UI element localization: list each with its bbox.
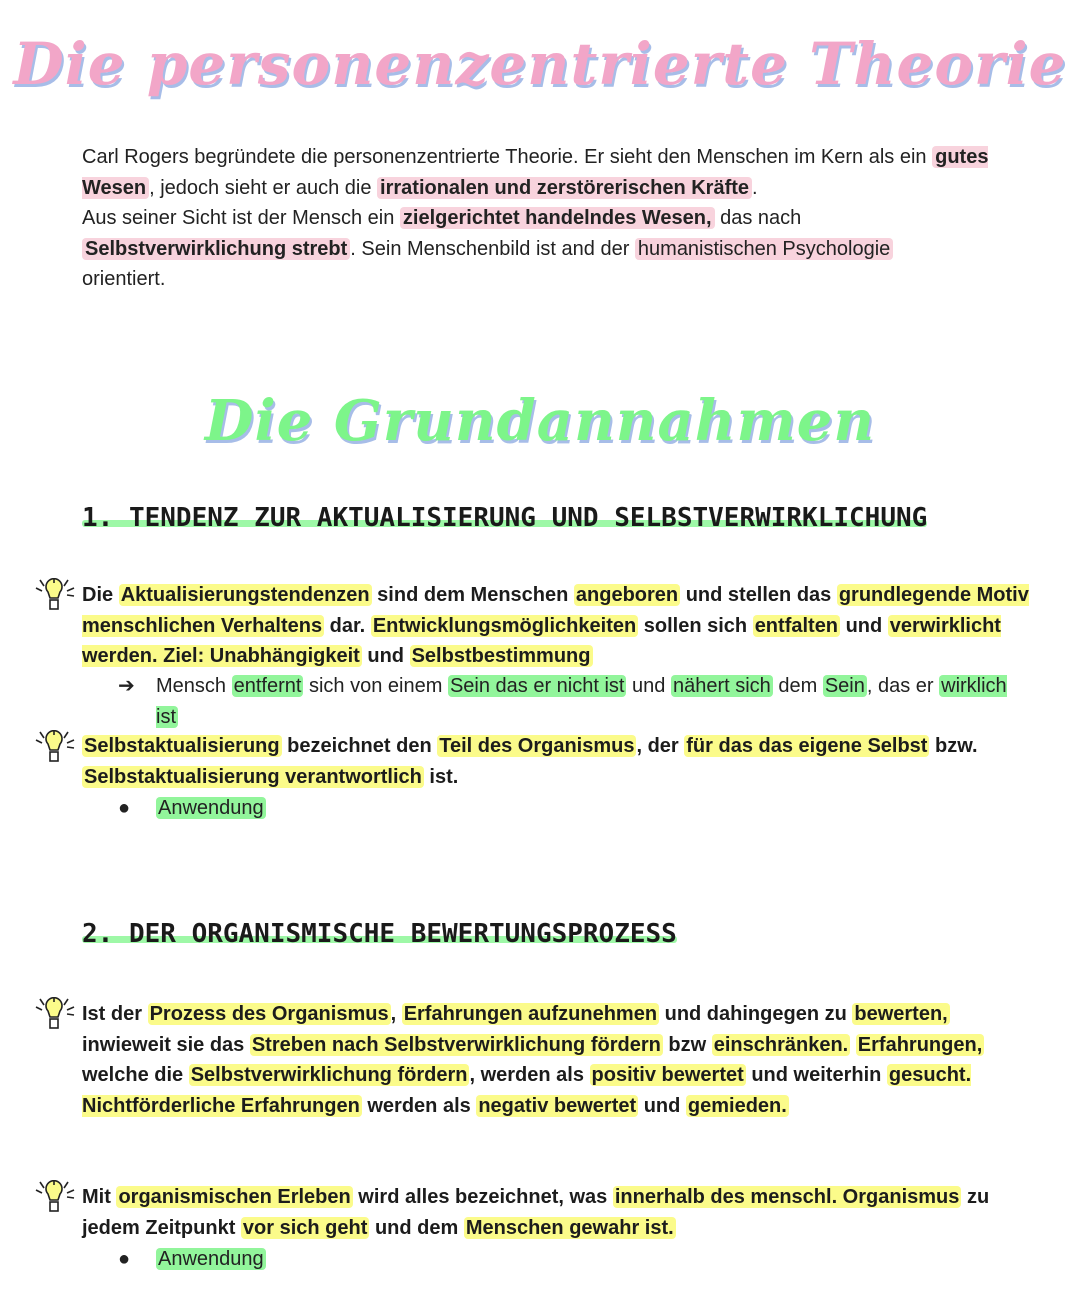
highlight: zielgerichtet handelndes Wesen, — [400, 207, 715, 229]
highlight: humanistischen Psychologie — [635, 238, 893, 260]
highlight: irrationalen und zerstörerischen Kräfte — [377, 177, 752, 199]
paragraph-aktualisierung: Die Aktualisierungstendenzen sind dem Menschen angeboren und stellen das grundlegende Motiv menschlichen Verhaltens dar. Entwicklungsmöglichkeiten sollen sich entfalten und verwirklicht werden. Ziel: Unabhängigkeit und Selbstbestimmung — [82, 584, 1029, 667]
anwendung-link[interactable]: Anwendung — [158, 1248, 264, 1270]
anwendung-link[interactable]: Anwendung — [158, 797, 264, 819]
paragraph-selbstaktualisierung: Selbstaktualisierung bezeichnet den Teil des Organismus , der für das das eigene Selbst bzw. Selbstaktualisierung verantwortlich ist. — [84, 735, 978, 788]
arrow-right-icon: ➔ — [118, 675, 135, 697]
bullet-dot-icon: ● — [118, 797, 131, 819]
bullet-dot-icon: ● — [118, 1248, 131, 1270]
page-title: Die personenzentrierte Theorie — [13, 30, 1067, 98]
lightbulb-icon — [30, 997, 80, 1041]
paragraph-bewertungsprozess: Ist der Prozess des Organismus , Erfahrungen aufzunehmen und dahingegen zu bewerten, inwieweit sie das Streben nach Selbstverwirklichung fördern bzw einschränken. Erfahrungen, welche die Selbstverwirklichung fördern , werden als positiv bewertet und weiterhin gesucht. Nichtförderliche Erfahrungen werden als negativ bewertet und gemieden. — [82, 1003, 983, 1117]
intro-paragraph: Carl Rogers begründete die personenzentrierte Theorie. Er sieht den Menschen im Kern als ein gutes Wesen , jedoch sieht er auch die irrationalen und zerstörerischen Kräfte . Aus seiner Sicht ist der Mensch ein zielgerichtet handelndes Wesen, das nach Selbstverwirklichung strebt . Sein Menschenbild ist and der humanistischen Psychologie orientiert. — [82, 146, 989, 290]
lightbulb-icon — [30, 578, 80, 622]
lightbulb-icon — [30, 1180, 80, 1224]
arrow-list-item: ➔ Mensch entfernt sich von einem Sein das er nicht ist und nähert sich dem Sein , das er wirklich ist — [118, 671, 1028, 732]
paragraph-organismisches-erleben: Mit organismischen Erleben wird alles bezeichnet, was innerhalb des menschl. Organismus zu jedem Zeitpunkt vor sich geht und dem Menschen gewahr ist. — [82, 1186, 990, 1239]
section-heading-1: 1. TENDENZ ZUR AKTUALISIERUNG UND SELBSTVERWIRKLICHUNG — [82, 503, 928, 533]
section-title: Die Grundannahmen — [204, 388, 876, 454]
highlight: Selbstverwirklichung strebt — [82, 238, 350, 260]
section-heading-2: 2. DER ORGANISMISCHE BEWERTUNGSPROZESS — [82, 919, 677, 949]
highlight: gutes Wesen — [82, 146, 989, 199]
bullet-item — [118, 1244, 266, 1274]
bullet-item — [118, 793, 266, 823]
lightbulb-icon — [30, 730, 80, 774]
